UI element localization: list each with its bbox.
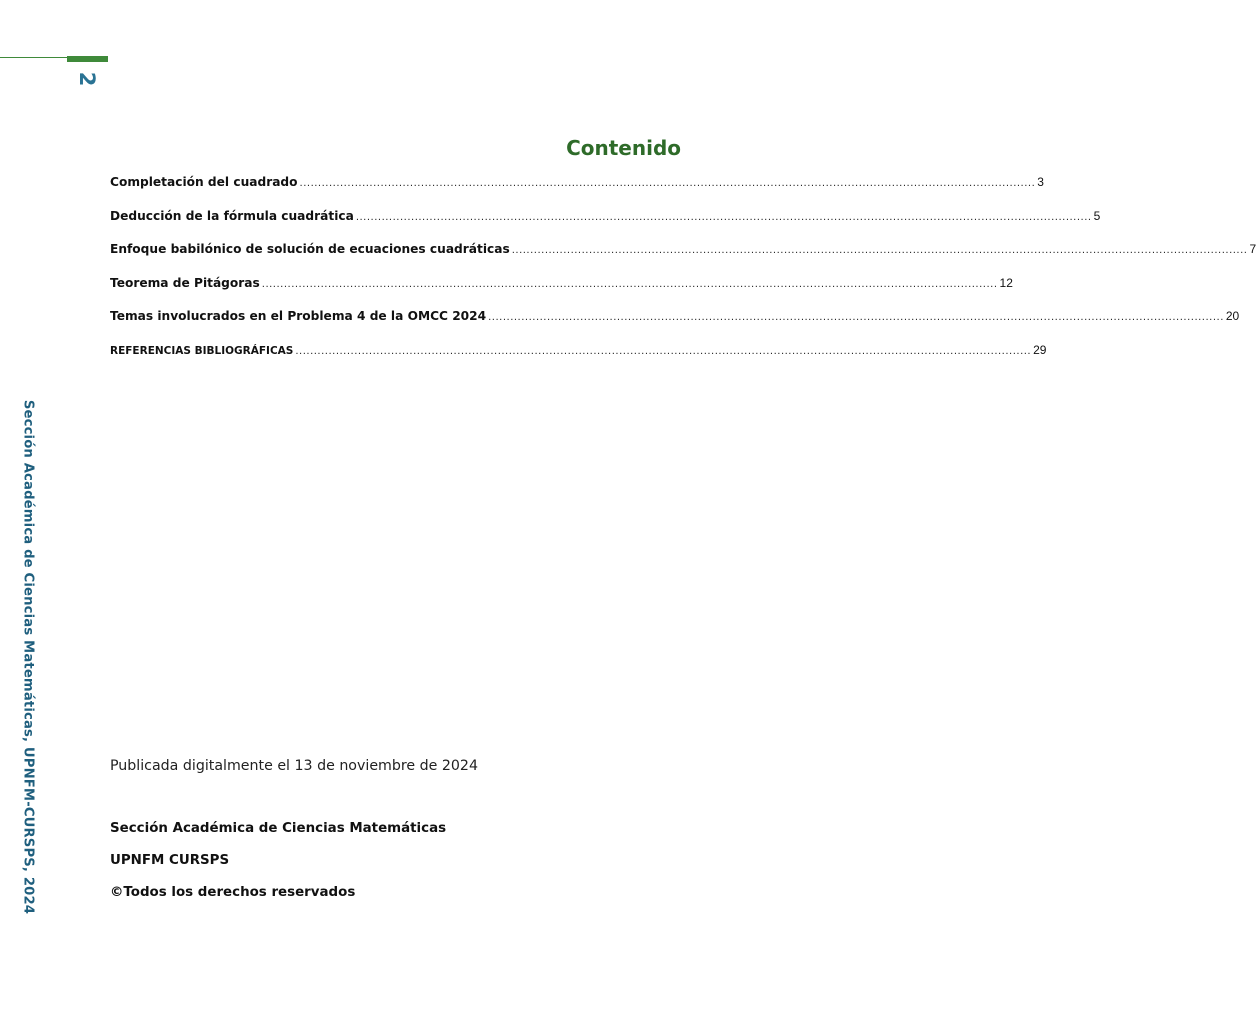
sidebar-vertical-text: Sección Académica de Ciencias Matemáticas, UPNFM-CURSPS, 2024 <box>20 399 36 915</box>
toc-entry-page: 7 <box>1249 242 1256 256</box>
toc-entry[interactable] <box>110 342 1047 377</box>
publication-date-text: Publicada digitalmente el 13 de noviembre de 2024 <box>110 758 478 774</box>
toc-leader-dots: ........................................................................................................................................................................................................ <box>488 312 1224 323</box>
footer-line-institution: UPNFM CURSPS <box>110 853 230 868</box>
toc-entry-label: Temas involucrados en el Problema 4 de la OMCC 2024 <box>110 309 487 323</box>
header-rule-thick <box>67 56 108 62</box>
footer-line-section: Sección Académica de Ciencias Matemáticas <box>110 821 447 836</box>
toc-entry-label: Completación del cuadrado <box>110 175 298 189</box>
toc-leader-dots: ........................................................................................................................................................................................................ <box>511 245 1248 256</box>
toc-leader-dots: ........................................................................................................................................................................................................ <box>355 211 1092 223</box>
toc-entry-page: 29 <box>1033 342 1047 357</box>
toc-entry[interactable] <box>110 275 1013 310</box>
toc-entry-page: 12 <box>999 275 1013 290</box>
toc-entry[interactable] <box>110 175 1044 209</box>
header-rule-thin <box>0 57 68 58</box>
toc-entry-label: REFERENCIAS BIBLIOGRÁFICAS <box>110 344 294 357</box>
toc-leader-dots: ........................................................................................................................................................................................................ <box>261 278 998 290</box>
toc-leader-dots: ........................................................................................................................................................................................................ <box>299 178 1036 189</box>
footer-credits <box>110 819 446 915</box>
toc-title: Contenido <box>566 136 681 160</box>
toc-leader-dots: ........................................................................................................................................................................................................ <box>295 345 1032 357</box>
toc-entry-page: 5 <box>1093 208 1101 223</box>
toc-entry[interactable] <box>110 208 1101 243</box>
table-of-contents <box>110 175 1256 376</box>
toc-entry-label: Teorema de Pitágoras <box>110 275 260 290</box>
footer-line-copyright: ©Todos los derechos reservados <box>110 885 356 900</box>
page-number: 2 <box>75 71 100 87</box>
toc-entry-page: 20 <box>1225 309 1240 323</box>
toc-entry-page: 3 <box>1037 175 1044 189</box>
toc-entry[interactable] <box>110 309 1240 343</box>
toc-entry-label: Enfoque babilónico de solución de ecuaciones cuadráticas <box>110 242 510 256</box>
toc-entry[interactable] <box>110 242 1256 276</box>
toc-entry-label: Deducción de la fórmula cuadrática <box>110 208 354 223</box>
